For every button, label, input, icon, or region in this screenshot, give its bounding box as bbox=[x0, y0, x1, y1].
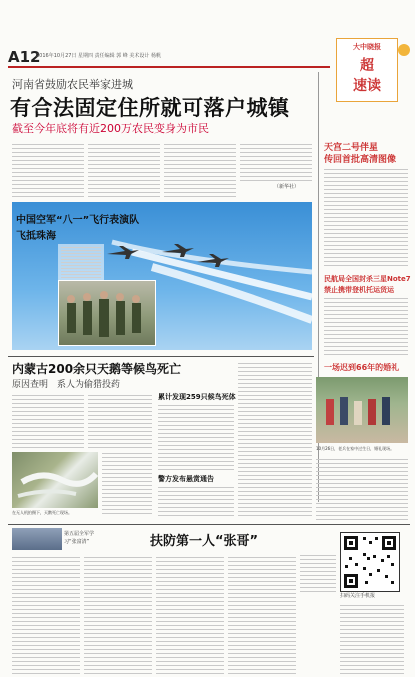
side1-text bbox=[324, 166, 408, 266]
box2-title: 警方发布悬赏通告 bbox=[158, 475, 214, 483]
lead-text-col3 bbox=[164, 141, 236, 197]
side2-title-1: 民航局全国封杀三星Note7 bbox=[324, 275, 411, 283]
lead-kicker: 河南省鼓励农民举家进城 bbox=[12, 78, 133, 91]
story3-col5 bbox=[300, 554, 336, 592]
wedding-caption: 10月26日，老兵在家中过生日，婚礼现场。 bbox=[316, 446, 395, 451]
side1-title-1: 天宫二号伴星 bbox=[324, 143, 379, 153]
box2-text bbox=[158, 486, 234, 516]
lake-caption: 在无人机拍摄下，天鹅死亡现场。 bbox=[12, 510, 72, 515]
qr-caption: 扫码关注手机报 bbox=[340, 593, 376, 599]
sun-icon bbox=[398, 44, 410, 56]
lake-photo bbox=[12, 452, 98, 508]
box-title: 累计发现259只候鸟死体 bbox=[158, 393, 236, 401]
badge-chao: 超 bbox=[360, 58, 374, 74]
side2-text bbox=[324, 297, 408, 355]
story3-col2 bbox=[84, 554, 152, 674]
side3-title: 一场迟到66年的婚礼 bbox=[324, 363, 400, 372]
story3-headline: 扶防第一人“张哥” bbox=[150, 534, 259, 549]
wedding-photo bbox=[316, 377, 408, 443]
header-rule bbox=[8, 66, 330, 68]
lead-text-col4 bbox=[240, 141, 312, 181]
badge-sudu: 速读 bbox=[353, 78, 381, 94]
lead-subhead: 截至今年底将有近200万农民变身为市民 bbox=[12, 122, 209, 135]
lead-text-col1 bbox=[12, 141, 84, 197]
story2-headline: 内蒙古200余只天鹅等候鸟死亡 bbox=[12, 362, 182, 376]
lead-headline: 有合法固定住所就可落户城镇 bbox=[10, 96, 290, 120]
side1-title-2: 传回首批高清图像 bbox=[324, 155, 397, 165]
qr-code-icon bbox=[341, 533, 399, 591]
side3-text bbox=[316, 458, 408, 520]
story3-col6 bbox=[340, 602, 404, 674]
section-rule-bottom bbox=[8, 524, 410, 525]
date-meta: 2016年10月27日 星期四 责任编辑 郭 峰 美术设计 杨帆 bbox=[36, 53, 161, 59]
pilots-inset-photo bbox=[58, 280, 156, 346]
masthead-box bbox=[336, 38, 398, 102]
story3-col4 bbox=[228, 554, 296, 674]
soldier-photo bbox=[12, 528, 62, 550]
story2-text-c bbox=[102, 452, 152, 514]
lead-byline: （新华社） bbox=[274, 184, 300, 190]
lead-text-col2 bbox=[88, 141, 160, 197]
story2-subhead: 原因查明 系人为偷猎投药 bbox=[12, 380, 121, 390]
section-rule-mid bbox=[8, 356, 314, 357]
box-text bbox=[158, 404, 234, 470]
photo-label-1: 第五届全军学 bbox=[64, 531, 95, 537]
story2-text-b bbox=[88, 392, 152, 448]
photo-label-2: 习“张富清” bbox=[64, 539, 90, 545]
airshow-headline-2: 飞抵珠海 bbox=[16, 231, 56, 242]
story2-text-a bbox=[12, 392, 84, 448]
story3-col1 bbox=[12, 554, 80, 674]
side2-title-2: 禁止携带登机托运货运 bbox=[324, 286, 394, 294]
story2-text-d bbox=[238, 362, 312, 516]
qr-code[interactable] bbox=[340, 532, 400, 592]
logo: 大中晓报 bbox=[353, 43, 381, 51]
airshow-headline-1: 中国空军“八一”飞行表演队 bbox=[16, 215, 140, 226]
story3-col3 bbox=[156, 554, 224, 674]
page-number: A12 bbox=[8, 48, 41, 66]
